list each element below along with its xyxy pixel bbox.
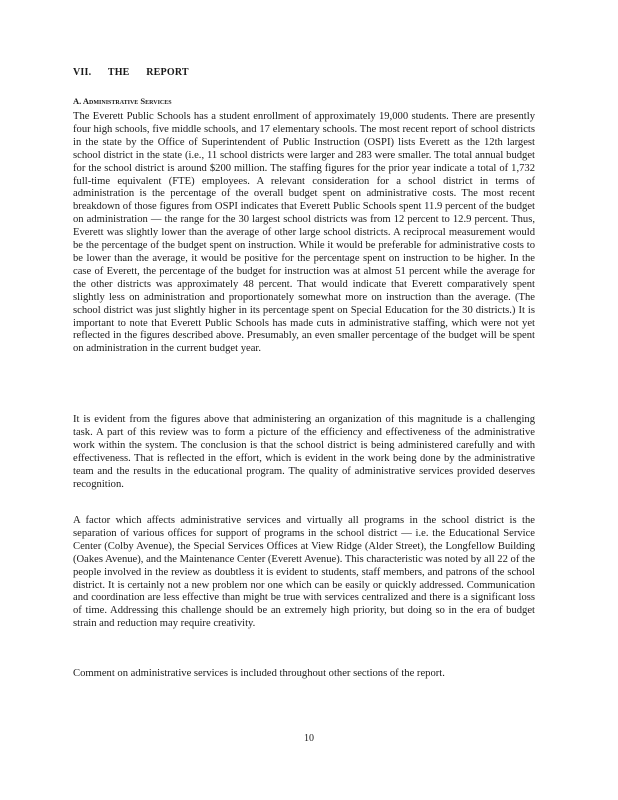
paragraph-administration-review: It is evident from the figures above that administering an organization of this magnitude is a challenging task. A part of this review was to form a picture of the efficiency and effectiveness of the administrative work within the system. The conclusion is that the school district is being administered carefully and with effectiveness. That is reflected in the effort, which is evident in the work being done by the administrative team and the results in the educational program. The quality of administrative services provided deserves recognition. [73, 414, 535, 490]
paragraph-enrollment-budget: The Everett Public Schools has a student enrollment of approximately 19,000 students. There are presently four high schools, five middle schools, and 17 elementary schools. The most recent report of school districts in the state by the Office of Superintendent of Public Instruction (OSPI) lists Everett as the 12th largest school district in the state (i.e., 11 school districts were larger and 283 were smaller. The total annual budget for the school district is around $200 million. The staffing figures for the prior year indicate a total of 1,732 full-time equivalent (FTE) employees. A relevant consideration for a school district in terms of administration is the percentage of the overall budget spent on administrative costs. The most recent breakdown of those figures from OSPI indicates that Everett Public Schools spent 11.9 percent of the budget on administration — the range for the 30 largest school districts was from 12 percent to 12.9 percent. Thus, Everett was slightly lower than the average of other large school districts. A reciprocal measurement would be the percentage of the budget spent on instruction. While it would be preferable for administrative costs to be lower than the average, it would be positive for the percentage spent on instruction to be higher. In the case of Everett, the percentage of the budget for instruction was at almost 51 percent while the average for the other districts was approximately 48 percent. That would indicate that Everett comparatively spent slightly less on administration and proportionately somewhat more on instruction than the average. (The school district was just slightly higher in its percentage spent on Special Education for the 30 districts.) It is important to note that Everett Public Schools has made cuts in administrative staffing, which were not yet reflected in the figures described above. Presumably, an even smaller percentage of the budget will be spent on administration in the current budget year. [73, 111, 535, 355]
paragraph-office-separation: A factor which affects administrative services and virtually all programs in the school district is the separation of various offices for support of programs in the school district — i.e. the Educational Service Center (Colby Avenue), the Special Services Offices at View Ridge (Alder Street), the Longfellow Building (Oakes Avenue), and the Maintenance Center (Everett Avenue). This characteristic was noted by all 22 of the people involved in the review as doubtless it is evident to students, staff members, and patrons of the school district. It is certainly not a new problem nor one which can be easily or quickly addressed. Communication and coordination are less effective than might be true with services centralized and there is a significant loss of time. Addressing this challenge should be an extremely high priority, but doing so in the era of budget strain and reduction may require creativity. [73, 515, 535, 630]
subsection-heading: A. Administrative Services [73, 96, 172, 106]
paragraph-comment: Comment on administrative services is included throughout other sections of the report. [73, 668, 445, 679]
page-number: 10 [304, 733, 314, 744]
section-heading: VII. THE REPORT [73, 67, 189, 78]
